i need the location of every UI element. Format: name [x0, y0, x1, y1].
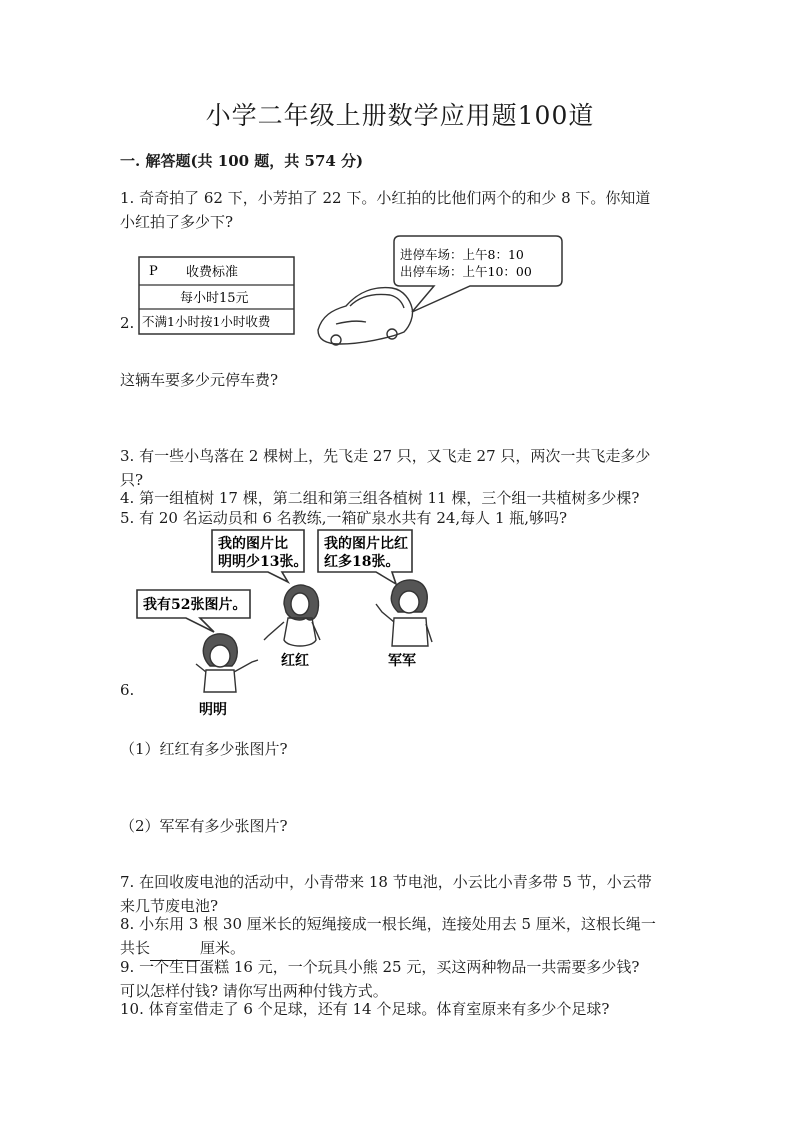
question-6-number: 6. [120, 681, 135, 699]
name-honghong: 红红 [281, 653, 309, 669]
honghong-bubble-line-1: 我的图片比 [218, 536, 288, 552]
question-2-text: 这辆车要多少元停车费? [120, 371, 279, 389]
question-6-sub-2: （2）军军有多少张图片? [120, 817, 288, 835]
question-3-line-1: 3. 有一些小鸟落在 2 棵树上，先飞走 27 只，又飞走 27 只，两次一共飞走多少 [120, 447, 651, 465]
junjun-bubble-line-2: 红多18张。 [324, 554, 400, 570]
question-7 [120, 870, 680, 918]
question-10: 10. 体育室借走了 6 个足球，还有 14 个足球。体育室原来有多少个足球? [120, 1000, 610, 1018]
honghong-bubble [212, 530, 307, 582]
mingming-bubble [137, 590, 250, 632]
mingming-bubble-text: 我有52张图片。 [143, 597, 247, 613]
junjun-bubble-line-1: 我的图片比红 [324, 536, 408, 552]
question-9-line-2: 可以怎样付钱? 请你写出两种付钱方式。 [120, 982, 388, 1000]
question-8-after: 厘米。 [200, 939, 246, 957]
boy-junjun-icon [376, 580, 432, 646]
girl-honghong-icon [264, 585, 320, 646]
honghong-bubble-line-2: 明明少13张。 [218, 554, 308, 570]
page-title: 小学二年级上册数学应用题100道 [205, 101, 595, 130]
sign-p-label: P [149, 264, 158, 279]
question-4: 4. 第一组植树 17 棵，第二组和第三组各植树 11 棵，三个组一共植树多少棵? [120, 489, 640, 507]
question-1-line-2: 小红拍了多少下? [120, 213, 234, 231]
name-mingming: 明明 [199, 702, 227, 718]
question-1-line-1: 1. 奇奇拍了 62 下，小芳拍了 22 下。小红拍的比他们两个的和少 8 下。你知道 [120, 189, 651, 207]
question-6-sub-1: （1）红红有多少张图片? [120, 740, 288, 758]
sign-header: 收费标准 [186, 265, 239, 280]
section-heading: 一. 解答题(共 100 题，共 574 分) [120, 152, 364, 170]
junjun-bubble [318, 530, 412, 584]
question-2-number: 2. [120, 314, 135, 332]
question-9-line-1: 9. 一个生日蛋糕 16 元，一个玩具小熊 25 元，买这两种物品一共需要多少钱? [120, 958, 640, 976]
question-8-before: 共长 [120, 939, 151, 957]
question-8-line-1: 8. 小东用 3 根 30 厘米长的短绳接成一根长绳，连接处用去 5 厘米，这根长绳一 [120, 915, 656, 933]
question-7-line-1: 7. 在回收废电池的活动中，小青带来 18 节电池，小云比小青多带 5 节，小云带 [120, 873, 652, 891]
question-9 [120, 955, 680, 1003]
sign-rule: 不满1小时按1小时收费 [142, 314, 271, 329]
exit-time-text: 出停车场：上午10：00 [400, 264, 532, 279]
question-8 [120, 912, 680, 961]
sign-rate: 每小时15元 [180, 291, 249, 306]
name-junjun: 军军 [388, 653, 416, 669]
entry-time-text: 进停车场：上午8：10 [400, 247, 524, 262]
question-3-line-2: 只? [120, 471, 144, 489]
question-7-line-2: 来几节废电池? [120, 897, 219, 915]
question-5: 5. 有 20 名运动员和 6 名教练,一箱矿泉水共有 24,每人 1 瓶,够吗? [120, 509, 568, 527]
